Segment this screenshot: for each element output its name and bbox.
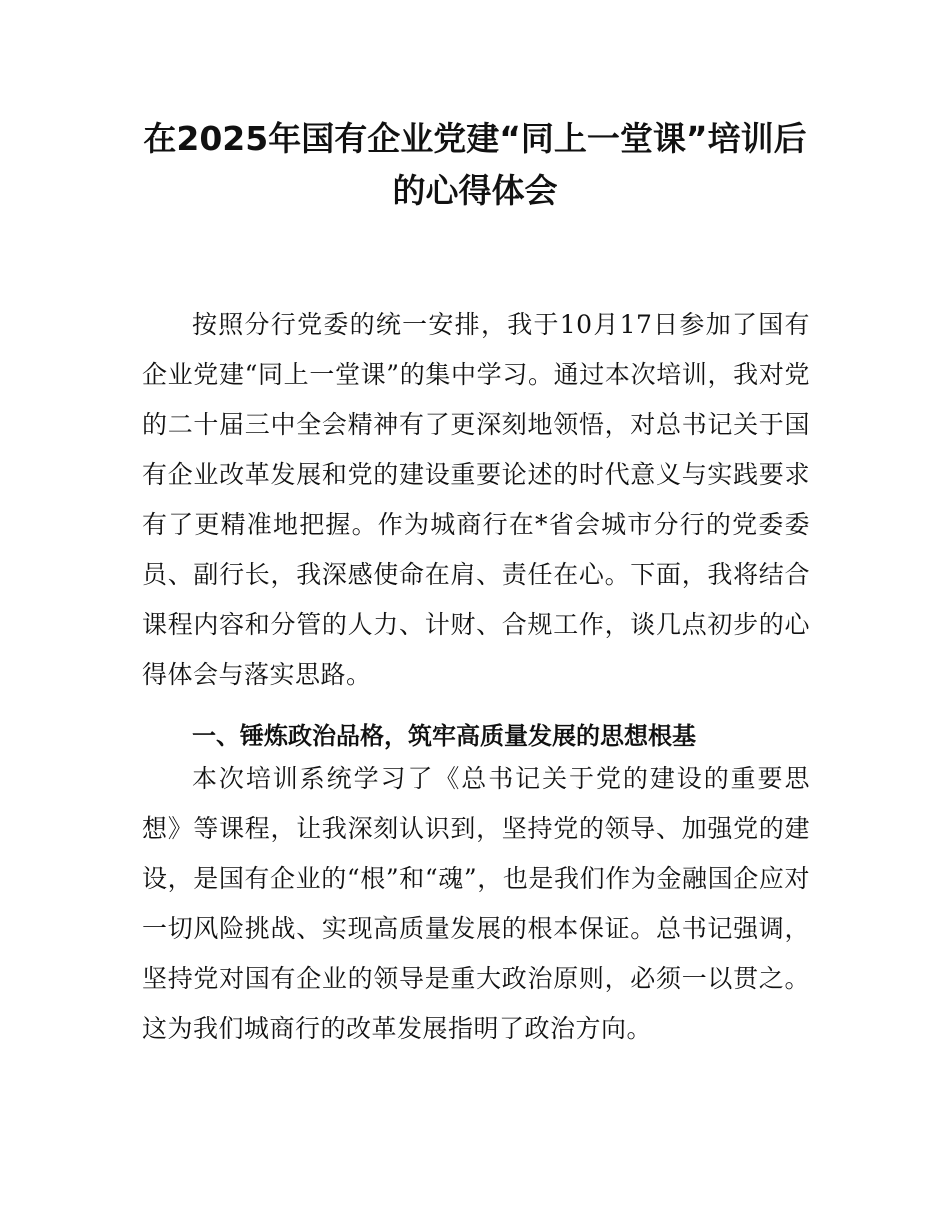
body-paragraph-1-block	[142, 300, 810, 700]
body-paragraph: 本次培训系统学习了《总书记关于党的建设的重要思想》等课程，让我深刻认识到，坚持党的领导、加强党的建设，是国有企业的“根”和“魂”，也是我们作为金融国企应对一切风险挑战、实现高质量发展的根本保证。总书记强调，坚持党对国有企业的领导是重大政治原则，必须一以贯之。这为我们城商行的改革发展指明了政治方向。	[142, 764, 810, 1043]
section-heading: 一、锤炼政治品格，筑牢高质量发展的思想根基	[192, 722, 696, 750]
body-paragraph: 按照分行党委的统一安排，我于10月17日参加了国有企业党建“同上一堂课”的集中学习。通过本次培训，我对党的二十届三中全会精神有了更深刻地领悟，对总书记关于国有企业改革发展和党的建设重要论述的时代意义与实践要求有了更精准地把握。作为城商行在*省会城市分行的党委委员、副行长，我深感使命在肩、责任在心。下面，我将结合课程内容和分管的人力、计财、合规工作，谈几点初步的心得体会与落实思路。	[142, 310, 810, 689]
body-paragraph-2-block	[142, 754, 810, 1054]
document-title: 在2025年国有企业党建“同上一堂课”培训后的心得体会	[143, 119, 807, 210]
